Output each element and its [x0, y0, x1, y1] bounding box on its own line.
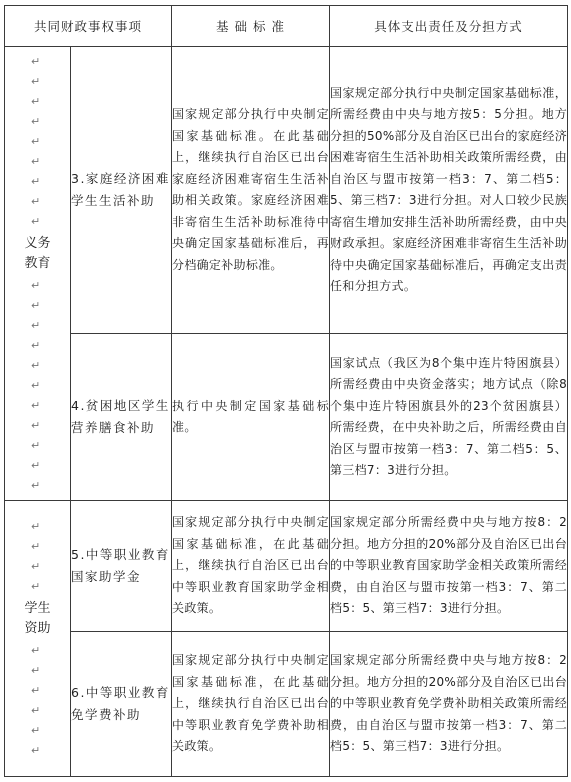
header-standard-text: 基 础 标 准: [216, 19, 285, 34]
category-label: 学生资助: [24, 600, 51, 636]
item-cell: 5.中等职业教育国家助学金: [71, 501, 172, 632]
standard-cell: 国家规定部分执行中央制定国家基础标准，在此基础上，继续执行自治区已出台中等职业教育国家助学金相关政策。: [172, 501, 330, 632]
table-row: [5, 632, 568, 777]
item-cell: 6.中等职业教育免学费补助: [71, 632, 172, 777]
standard-cell: 国家规定部分执行中央制定国家基础标准。在此基础上，继续执行自治区已出台家庭经济困难寄宿生生活补助相关政策。家庭经济困难非寄宿生生活补助标准待中央确定国家基础标准后，再分档确定补助标准。: [172, 47, 330, 334]
header-expense: [330, 6, 568, 47]
paragraph-marks: ↵ ↵ ↵ ↵: [31, 519, 41, 593]
category-cell-compulsory: [5, 47, 71, 501]
category-cell-student-aid: [5, 501, 71, 777]
table-row: [5, 334, 568, 501]
expense-cell: 国家规定部分所需经费中央与地方按8：2分担。地方分担的20%部分及自治区已出台的中等职业教育免学费补助相关政策所需经费，由自治区与盟市按第一档3：7、第二档5：5、第三档7：3进行分担。: [330, 632, 568, 777]
table-header-row: [5, 6, 568, 47]
item-cell: 3.家庭经济困难学生生活补助: [71, 47, 172, 334]
paragraph-marks: ↵ ↵ ↵ ↵ ↵ ↵ ↵ ↵ ↵ ↵ ↵: [31, 278, 41, 492]
table-row: [5, 501, 568, 632]
table-row: [5, 47, 568, 334]
standard-cell: 国家规定部分执行中央制定国家基础标准，在此基础上，继续执行自治区已出台中等职业教育免学费补助相关政策。: [172, 632, 330, 777]
paragraph-marks: ↵ ↵ ↵ ↵ ↵ ↵ ↵ ↵ ↵: [31, 54, 41, 228]
expense-cell: 国家规定部分执行中央制定国家基础标准，所需经费由中央与地方按5：5分担。地方分担的50%部分及自治区已出台的家庭经济困难寄宿生生活补助相关政策所需经费，由自治区与盟市按第一档3：7、第二档5：5、第三档7：3进行分担。对人口较少民族寄宿生增加安排生活补助所需经费，由中央财政承担。家庭经济困难非寄宿生生活补助待中央确定国家基础标准后，再确定支出责任和分担方式。: [330, 47, 568, 334]
paragraph-marks: ↵ ↵ ↵ ↵ ↵ ↵: [31, 643, 41, 757]
item-cell: 4.贫困地区学生营养膳食补助: [71, 334, 172, 501]
expense-cell: 国家规定部分所需经费中央与地方按8：2分担。地方分担的20%部分及自治区已出台的中等职业教育国家助学金相关政策所需经费，由自治区与盟市按第一档3：7、第二档5：5、第三档7：3进行分担。: [330, 501, 568, 632]
header-expense-text: 具体支出责任及分担方式: [374, 19, 523, 34]
standard-cell: 执行中央制定国家基础标准。: [172, 334, 330, 501]
category-label: 义务教育: [24, 235, 51, 271]
header-matters: [5, 6, 172, 47]
fiscal-responsibility-table: [4, 5, 568, 777]
header-matters-text: 共同财政事权事项: [34, 19, 143, 34]
expense-cell: 国家试点（我区为8个集中连片特困旗县）所需经费由中央资金落实；地方试点（除8个集中连片特困旗县外的23个贫困旗县）所需经费，在中央补助之后，所需经费由自治区与盟市按第一档3：7、第二档5：5、第三档7：3进行分担。: [330, 334, 568, 501]
header-standard: [172, 6, 330, 47]
